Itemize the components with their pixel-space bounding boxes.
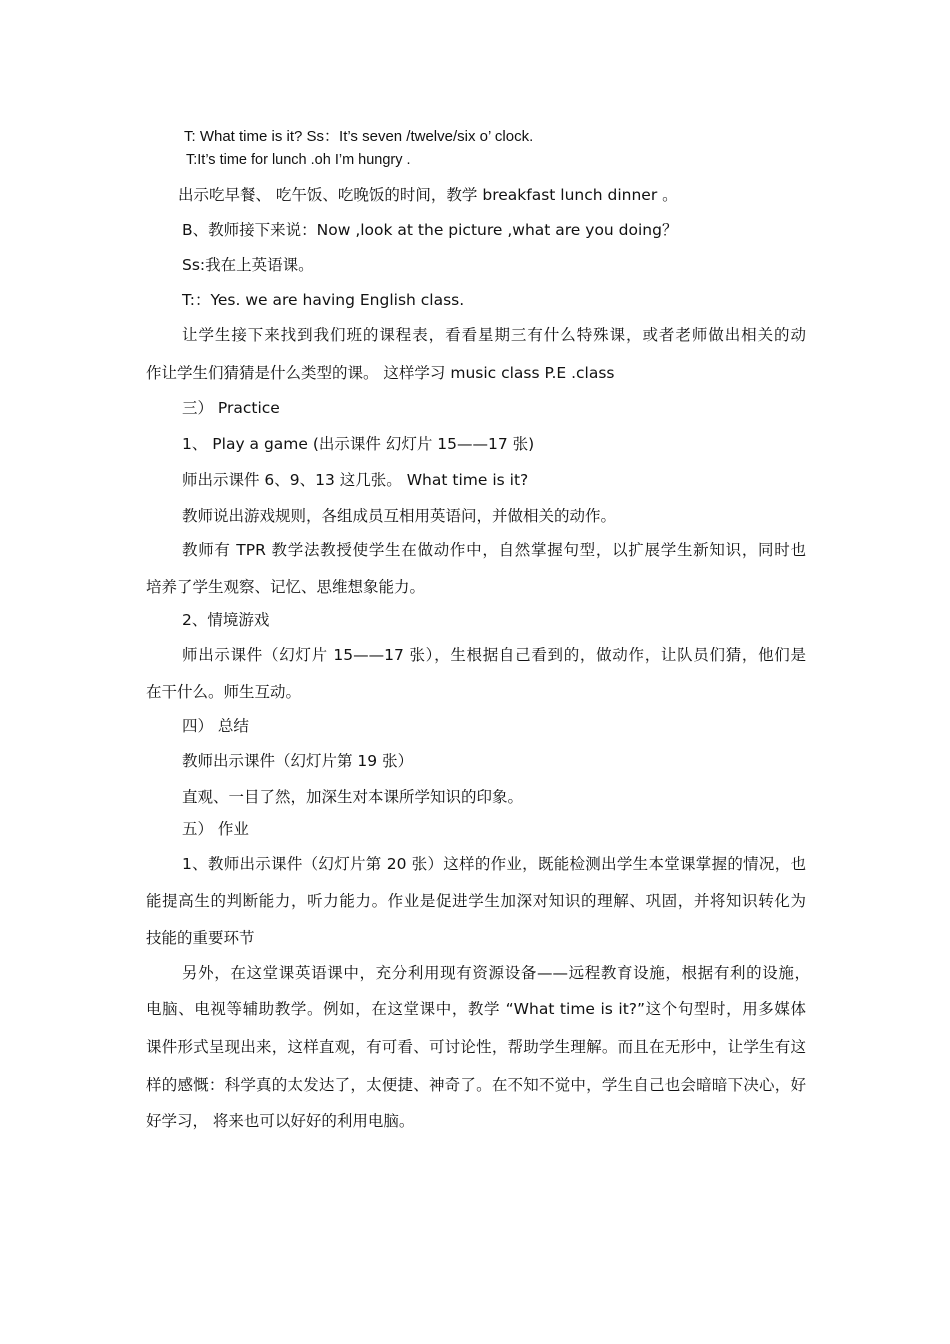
paragraph-homework-line-2: 能提高生的判断能力，听力能力。作业是促进学生加深对知识的理解、巩固，并将知识转化为 <box>146 892 806 910</box>
paragraph-teacher-question: B、教师接下来说：Now ,look at the picture ,what are you doing？ <box>182 221 678 239</box>
paragraph-homework-line-1: 1、教师出示课件（幻灯片第 20 张）这样的作业，既能检测出学生本堂课掌握的情况，也 <box>182 855 806 873</box>
paragraph-schedule-line-2: 作让学生们猜猜是什么类型的课。 这样学习 music class P.E .class <box>146 364 615 382</box>
paragraph-resources-line-4: 样的感慨：科学真的太发达了，太便捷、神奇了。在不知不觉中，学生自己也会暗暗下决心，好 <box>146 1076 806 1094</box>
paragraph-resources-line-5: 好学习， 将来也可以好好的利用电脑。 <box>146 1112 415 1130</box>
paragraph-situation-line-1: 师出示课件（幻灯片 15——17 张），生根据自己看到的，做动作，让队员们猜，他们是 <box>182 646 806 664</box>
paragraph-tpr-line-2: 培养了学生观察、记忆、思维想象能力。 <box>146 578 426 596</box>
paragraph-resources-line-3: 课件形式呈现出来，这样直观，有可看、可讨论性，帮助学生理解。而且在无形中，让学生有这 <box>146 1038 806 1056</box>
paragraph-situation-line-2: 在干什么。师生互动。 <box>146 683 302 701</box>
paragraph-homework-line-3: 技能的重要环节 <box>146 929 255 947</box>
section-homework-heading: 五） 作业 <box>182 820 249 838</box>
paragraph-resources-line-1: 另外，在这堂课英语课中，充分利用现有资源设备——远程教育设施，根据有利的设施， <box>182 964 810 982</box>
paragraph-meal-times: 出示吃早餐、 吃午饭、吃晚饭的时间，教学 breakfast lunch dinner 。 <box>178 186 678 204</box>
section-practice-heading: 三） Practice <box>182 399 280 417</box>
paragraph-student-answer: Ss:我在上英语课。 <box>182 256 314 274</box>
practice-item-1: 1、 Play a game (出示课件 幻灯片 15——17 张) <box>182 435 535 453</box>
paragraph-teacher-reply: T:：Yes. we are having English class. <box>182 291 465 309</box>
practice-rules-text: 教师说出游戏规则，各组成员互相用英语问，并做相关的动作。 <box>182 507 617 525</box>
dialogue-line-what-time: T: What time is it? Ss：It’s seven /twelve/six o’ clock. <box>184 128 534 145</box>
practice-item-2: 2、情境游戏 <box>182 611 270 629</box>
paragraph-schedule-line-1: 让学生接下来找到我们班的课程表，看看星期三有什么特殊课，或者老师做出相关的动 <box>182 326 806 344</box>
practice-slides-text: 师出示课件 6、9、13 这几张。 What time is it? <box>182 471 529 489</box>
paragraph-tpr-line-1: 教师有 TPR 教学法教授使学生在做动作中，自然掌握句型，以扩展学生新知识，同时也 <box>182 541 806 559</box>
paragraph-resources-line-2: 电脑、电视等辅助教学。例如，在这堂课中，教学 “What time is it?”这个句型时，用多媒体 <box>146 1000 806 1018</box>
section-summary-heading: 四） 总结 <box>182 717 249 735</box>
summary-slide-text: 教师出示课件（幻灯片第 19 张） <box>182 752 414 770</box>
dialogue-line-lunch: T:It’s time for lunch .oh I’m hungry . <box>186 152 411 168</box>
summary-impression-text: 直观、一目了然，加深生对本课所学知识的印象。 <box>182 788 524 806</box>
